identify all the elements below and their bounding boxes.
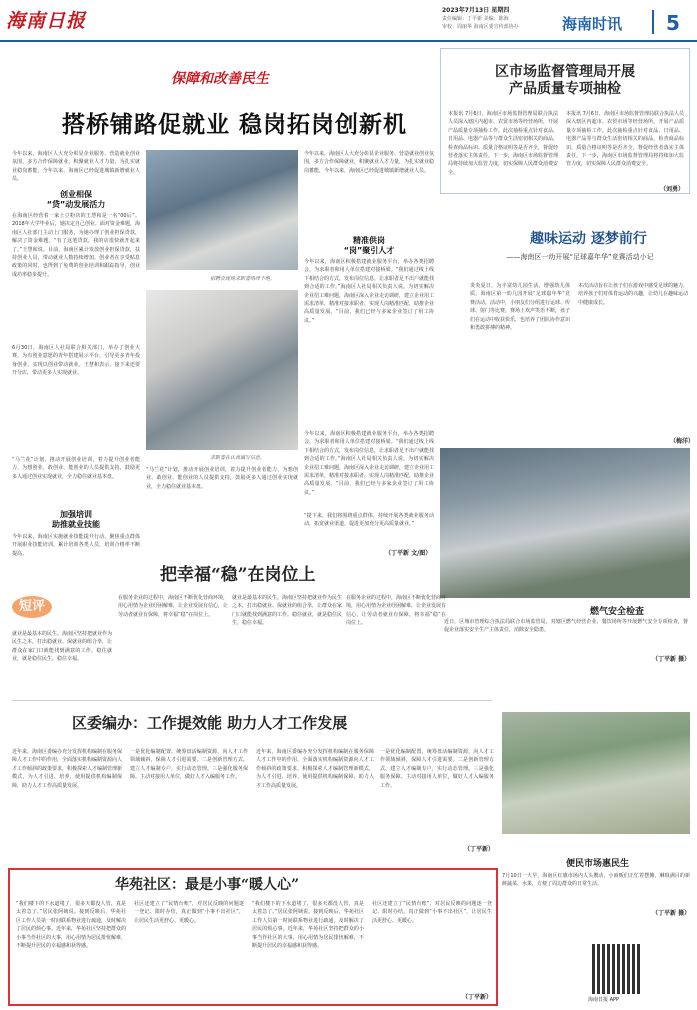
- efficiency-body-4: 一是优化编制配置。统筹盘活编制资源，向人才工作领域倾斜，保障人才引进需要。二是创新管理方式。建立人才编制专户，实行动态管理。三是强化服务保障。主动对接用人单位，做好人才入编服务工作。: [380, 749, 494, 789]
- section-rule: [12, 700, 492, 701]
- lead-body-4b: “马兰花”计划，推动开展创业培训，着力提升创业者能力，为想创业、敢创业、能创业的人员提供支持，鼓励更多人通过创业实现就业，全力稳住就业基本盘。: [146, 467, 298, 490]
- photo-caption-1: 招聘会现场求职者络绎不绝。: [210, 276, 276, 282]
- lead-headline: 搭桥铺路促就业 稳岗拓岗创新机: [62, 111, 408, 138]
- job-fair-photo: [146, 150, 298, 270]
- lead-body-3: 今年以来，海南区积极搭建就业服务平台，举办各类招聘会，为求职者和用人单位搭建对接桥梁。“我们通过线上线下相结合的方式，发布岗位信息，让求职者足不出户就能找到合适的工作。”海南区人社局相关负责人说。为切实解决企业招工难问题，海南区深入企业走访调研，建立企业用工需求清单，精准对接求职者，实现人岗精准匹配，助推企业高质量发展。“目前，我们已经与多家企业签订了用工协议。”: [304, 259, 434, 324]
- lead-intro: 今年以来，海南区人大充分彰显企业服务、营造就业创业氛围，多方合作保障就业，积聚就业人才力量，为扎实就业稳岗蓄能，今年以来，海南区已经促进城镇新增就业人员。: [12, 151, 140, 183]
- happiness-body-4: 在服务企业的过程中，海南区不断优化营商环境，用心用情为企业纾困解难，让企业发展有信心，让劳动者就业有保障，将幸福“稳”在岗位上。: [346, 595, 446, 627]
- qr-label: 海南日报 APP: [588, 997, 620, 1003]
- convenience-credit: （丁平新 摄）: [652, 910, 691, 917]
- gas-credit: （丁平新 摄）: [652, 656, 691, 663]
- newspaper-logo: 海南日报: [6, 10, 87, 32]
- sports-body: 炎炎夏日，为丰富幼儿园生活，增强幼儿体质，海南区第一幼儿园开展“足球嘉年华”竞赛活动。活动中，小朋友们分组进行运球、传球、射门等比赛，赛场上欢声笑语不断，孩子们在运动中收获快乐，也培养了团队协作意识和勇敢拼搏的精神。: [470, 283, 570, 332]
- lead-body-1b: 6月30日，海南区人社局联合相关部门，举办了创业大赛，为有创业意愿的青年搭建展示平台，引导更多青年投身创业，实现以创业带动就业。王慧和表示，接下来还要开分店，带动更多人实现就业。: [12, 345, 140, 377]
- page-number: 5: [666, 11, 680, 35]
- efficiency-body: 近年来，海南区委编办充分发挥机构编制在服务保障人才工作中的作用，全面落实机构编制资源向人才工作倾斜的政策要求，积极探索人才编制管理新模式，为人才引进、培养、使用提供机构编制保障，助力人才工作高质量发展。: [12, 749, 122, 789]
- efficiency-credit: （丁平新）: [464, 846, 495, 853]
- happiness-body-3: 就业是最基本的民生。海南区坚持把就业作为民生之本，打出稳就业、保就业的组合拳，让群众在家门口就能找到满意的工作。稳住就业，就是稳住民生，稳住幸福。: [232, 595, 342, 627]
- lead-subhead-1: 创业相保 “贷”动发展活力: [46, 190, 106, 209]
- job-seeker-photo: [146, 290, 298, 450]
- section-name: 海南时讯: [562, 15, 623, 33]
- qr-code: [592, 944, 642, 994]
- masthead-rule: [0, 40, 697, 42]
- sports-credit: （梅洋）: [670, 438, 695, 445]
- convenience-caption: 便民市场惠民生: [566, 859, 630, 869]
- editor-credit: 责任编辑：丁平新 美编：陈海: [442, 16, 509, 22]
- lead-subhead-2: 加强培训 助推就业技能: [52, 510, 100, 529]
- community-credit: （丁平新）: [462, 994, 493, 1001]
- lead-body-4: “马兰花”计划，推动开展创业培训，着力提升创业者能力，为想创业、敢创业、能创业的人员提供支持，鼓励更多人通过创业实现就业，全力稳住就业基本盘。: [12, 457, 140, 480]
- happiness-body-2: 在服务企业的过程中，海南区不断优化营商环境，用心用情为企业纾困解难，让企业发展有信心，让劳动者就业有保障，将幸福“稳”在岗位上。: [118, 595, 228, 618]
- community-body-2: 社区还建立了“民情台账”，对居民反映的问题逐一登记、限时办结，真正做到“小事不出社区”，让居民生活更舒心、更暖心。: [134, 901, 244, 924]
- community-headline: 华苑社区：最是小事“暖人心”: [115, 877, 300, 893]
- lead-body-3c: 今年以来，海南区积极搭建就业服务平台，举办各类招聘会，为求职者和用人单位搭建对接桥梁。“我们通过线上线下相结合的方式，发布岗位信息，让求职者足不出户就能找到合适的工作。”海南区人社局相关负责人说。为切实解决企业招工难问题，海南区深入企业走访调研，建立企业用工需求清单，精准对接求职者，实现人岗精准匹配，助推企业高质量发展。“目前，我们已经与多家企业签订了用工协议。”: [304, 431, 434, 496]
- market-photo: [502, 712, 690, 834]
- lead-subhead-3: 精准供岗 “岗”聚引人才: [343, 236, 395, 255]
- market-credit: （刘勇）: [660, 186, 685, 193]
- community-body-3: “我们楼下的下水道堵了，很多天都没人管，真是太着急了。”居民张阿姨说。接到反映后，华苑社区工作人员第一时间联系物业进行疏通，及时解决了居民的烦心事。近年来，华苑社区坚持把群众的小事当作社区的大事，用心用情为居民排忧解难，不断提升居民的幸福感和获得感。: [252, 901, 364, 950]
- lead-credit: （丁平新 文/图）: [385, 550, 432, 557]
- checker-credit: 审校：周丽华 海南区委宣传部协办: [442, 24, 519, 30]
- photo-caption-2: 求职者在认真填写信息。: [210, 455, 266, 461]
- community-body: “我们楼下的下水道堵了，很多天都没人管，真是太着急了。”居民张阿姨说。接到反映后，华苑社区工作人员第一时间联系物业进行疏通，及时解决了居民的烦心事。近年来，华苑社区坚持把群众的小事当作社区的大事，用心用情为居民排忧解难，不断提升居民的幸福感和获得感。: [16, 901, 126, 950]
- sports-subhead: ——海南区一幼开展“足球嘉年华”竞赛活动小记: [506, 253, 654, 261]
- lead-body-1: 在海南区经营着一家土豆粉店的王慧和是一名“00后”。2018年大学毕业后，她决定自己创业。面对资金难题，海南区人社部门主动上门服务，为她办理了创业担保贷款，解决了资金难题。“有了这笔贷款，我的店很快就开起来了。”王慧和说。目前，海南区累计发放创业担保贷款，扶持创业人员，带动就业人数持续增加。创业者在享受贴息政策的同时，也得到了免费的创业培训和跟踪指导，创业成功率稳步提升。: [12, 213, 140, 278]
- efficiency-headline: 区委编办：工作提效能 助力人才工作发展: [72, 714, 348, 732]
- commentary-badge: 短评: [12, 596, 52, 618]
- masthead-meta: [442, 7, 557, 31]
- issue-date: 2023年7月13日 星期四: [442, 7, 510, 14]
- market-headline: 区市场监督管理局开展 产品质量专项抽检: [495, 64, 635, 97]
- slogan: 保障和改善民生: [171, 71, 269, 87]
- happiness-headline: 把幸福“稳”在岗位上: [160, 565, 316, 585]
- sports-headline: 趣味运动 逐梦前行: [530, 231, 647, 247]
- market-body: 本报讯 7月6日，海南区市场监督管理局联合执法人员深入辖区内超市、农贸市场等经营场所，开展产品质量专项抽检工作。此次抽检重点针对食品、日用品、电器产品等与群众生活密切相关的商品，检查商品标识、质量合格证明等是否齐全，督促经营者落实主体责任。下一步，海南区市场监督管理局将持续加大监管力度，切实保障人民群众消费安全。: [448, 111, 558, 176]
- efficiency-body-2: 一是优化编制配置。统筹盘活编制资源，向人才工作领域倾斜，保障人才引进需要。二是创新管理方式。建立人才编制专户，实行动态管理。三是强化服务保障。主动对接用人单位，做好人才入编服务工作。: [130, 749, 248, 781]
- gas-body: 近日，区城市管理综合执法局联合市场监管局，对辖区燃气经营企业、餐饮场所等开展燃气安全专项检查，督促企业落实安全生产主体责任，消除安全隐患。: [444, 619, 688, 634]
- happiness-body: 就业是最基本的民生。海南区坚持把就业作为民生之本，打出稳就业、保就业的组合拳，让群众在家门口就能找到满意的工作。稳住就业，就是稳住民生，稳住幸福。: [12, 631, 112, 663]
- divider: [652, 10, 654, 34]
- sports-body-2: 本次活动旨在让孩子们在游戏中感受足球的魅力，培养孩子们对体育运动的兴趣，让幼儿在趣味运动中健康成长。: [578, 283, 688, 306]
- lead-body-3a: 今年以来，海南区人大充分彰显企业服务、营造就业创业氛围，多方合作保障就业，积聚就业人才力量，为扎实就业稳岗蓄能，今年以来，海南区已经促进城镇新增就业人员。: [304, 151, 434, 174]
- community-body-4: 社区还建立了“民情台账”，对居民反映的问题逐一登记、限时办结，真正做到“小事不出社区”，让居民生活更舒心、更暖心。: [372, 901, 492, 924]
- convenience-body: 7月10日一大早，海南区红旗市场内人头攒动，小商贩们正忙着摆摊，琳琅满目的新鲜蔬菜、水果，方便了周边群众的日常生活。: [502, 873, 690, 888]
- efficiency-body-3: 近年来，海南区委编办充分发挥机构编制在服务保障人才工作中的作用，全面落实机构编制资源向人才工作倾斜的政策要求，积极探索人才编制管理新模式，为人才引进、培养、使用提供机构编制保障，助力人才工作高质量发展。: [256, 749, 374, 789]
- gas-caption: 燃气安全检查: [590, 607, 645, 617]
- gas-check-photo: [440, 448, 690, 598]
- market-body-2: 本报讯 7月6日，海南区市场监督管理局联合执法人员深入辖区内超市、农贸市场等经营场所，开展产品质量专项抽检工作。此次抽检重点针对食品、日用品、电器产品等与群众生活密切相关的商品，检查商品标识、质量合格证明等是否齐全，督促经营者落实主体责任。下一步，海南区市场监督管理局将持续加大监管力度，切实保障人民群众消费安全。: [566, 111, 684, 168]
- lead-body-2: 今年以来，海南区实施就业技能提升行动，聚焦重点群体开展职业技能培训，累计培训各类人员，培训合格率不断提高。: [12, 534, 140, 557]
- lead-body-3b: “提下来，我们将围绕重点群体，持续开展各类就业服务活动，拓宽就业渠道，促进更加充分更高质量就业。”: [304, 513, 434, 528]
